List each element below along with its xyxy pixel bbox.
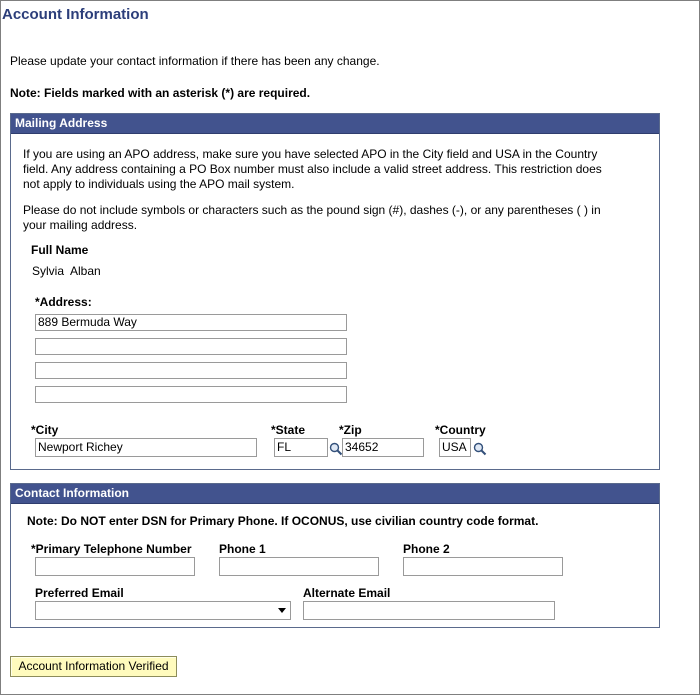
phone2-label: Phone 2 — [403, 542, 450, 556]
full-name-label: Full Name — [31, 243, 89, 257]
phone2-input[interactable] — [403, 557, 563, 576]
mailing-address-header: Mailing Address — [11, 114, 659, 134]
intro-text: Please update your contact information if there has been any change. — [10, 54, 380, 68]
primary-phone-input[interactable] — [35, 557, 195, 576]
symbol-line: your mailing address. — [23, 218, 138, 232]
full-name-value: Sylvia Alban — [32, 264, 101, 278]
contact-information-header: Contact Information — [11, 484, 659, 504]
country-label: *Country — [435, 423, 486, 437]
alternate-email-input[interactable] — [303, 601, 555, 620]
city-input[interactable]: Newport Richey — [35, 438, 257, 457]
account-information-verified-button[interactable]: Account Information Verified — [10, 656, 177, 677]
apo-line: field. Any address containing a PO Box number must also include a valid street address. This restriction does — [23, 162, 602, 176]
address-line-3-input[interactable] — [35, 362, 347, 379]
alternate-email-label: Alternate Email — [303, 586, 391, 600]
country-lookup-magnifier-icon[interactable] — [473, 442, 487, 456]
dsn-note: Note: Do NOT enter DSN for Primary Phone. If OCONUS, use civilian country code format. — [27, 514, 539, 528]
state-label: *State — [271, 423, 306, 437]
phone1-label: Phone 1 — [219, 542, 266, 556]
state-lookup-magnifier-icon[interactable] — [329, 442, 343, 456]
apo-line: If you are using an APO address, make sure you have selected APO in the City field and USA in the Country — [23, 147, 598, 161]
address-label: *Address: — [35, 295, 92, 309]
zip-input[interactable]: 34652 — [342, 438, 424, 457]
primary-phone-label: *Primary Telephone Number — [31, 542, 192, 556]
symbol-line: Please do not include symbols or characters such as the pound sign (#), dashes (-), or any parentheses ( ) in — [23, 203, 601, 217]
symbol-instructions — [23, 203, 601, 233]
city-label: *City — [31, 423, 59, 437]
apo-instructions — [23, 147, 602, 192]
preferred-email-select[interactable] — [35, 601, 291, 620]
apo-line: not apply to individuals using the APO mail system. — [23, 177, 295, 191]
preferred-email-label: Preferred Email — [35, 586, 124, 600]
address-line-1-input[interactable]: 889 Bermuda Way — [35, 314, 347, 331]
state-input[interactable]: FL — [274, 438, 328, 457]
address-line-4-input[interactable] — [35, 386, 347, 403]
phone1-input[interactable] — [219, 557, 379, 576]
address-line-2-input[interactable] — [35, 338, 347, 355]
zip-label: *Zip — [339, 423, 362, 437]
contact-information-section — [10, 483, 660, 628]
page-title: Account Information — [2, 6, 149, 23]
required-note: Note: Fields marked with an asterisk (*) are required. — [10, 86, 311, 100]
chevron-down-icon — [278, 608, 286, 613]
country-input[interactable]: USA — [439, 438, 471, 457]
mailing-address-section — [10, 113, 660, 470]
